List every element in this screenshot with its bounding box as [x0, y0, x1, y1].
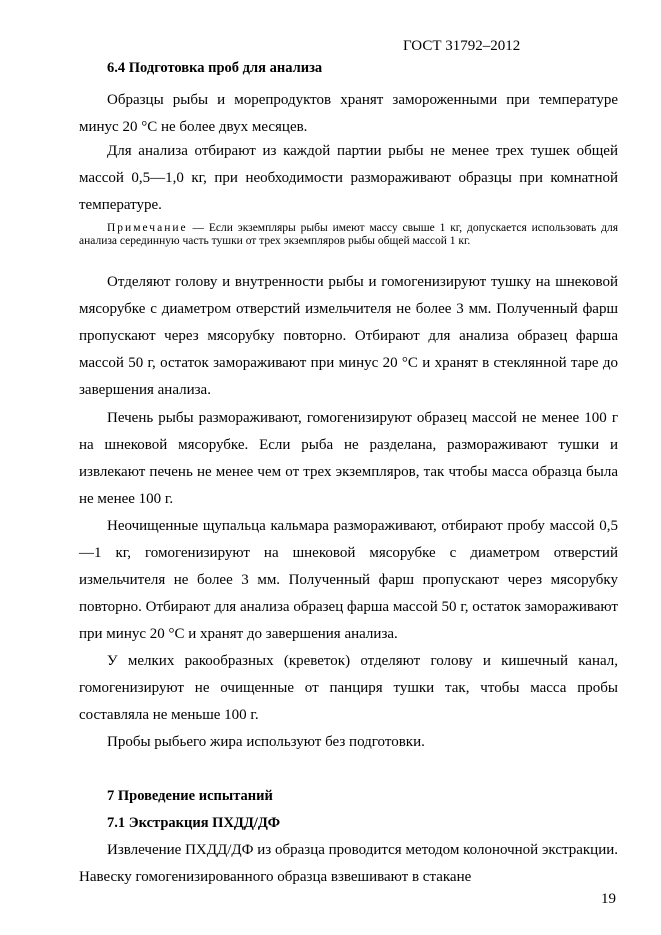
paragraph: Пробы рыбьего жира используют без подготовки. [107, 734, 425, 750]
paragraph: Для анализа отбирают из каждой партии рыбы не менее трех тушек общей массой 0,5—1,0 кг, при необходимости размораживают образцы при комнатной температуре. [79, 143, 618, 213]
paragraph: У мелких ракообразных (креветок) отделяют голову и кишечный канал, гомогенизируют не очищенные от панциря тушки так, чтобы масса пробы составляла не меньше 100 г. [79, 653, 618, 723]
note-label: Примечание [107, 222, 188, 234]
section-7-heading: 7 Проведение испытаний [107, 788, 273, 804]
section-6-4-heading: 6.4 Подготовка проб для анализа [107, 60, 323, 76]
note [79, 222, 618, 248]
paragraph: Печень рыбы размораживают, гомогенизируют образец массой не менее 100 г на шнековой мясорубке. Если рыба не разделана, размораживают тушки и извлекают печень не менее чем от трех экземпляров, так чтобы масса образца была не менее 100 г. [79, 410, 618, 507]
paragraph: Образцы рыбы и морепродуктов хранят замороженными при температуре минус 20 °С не более двух месяцев. [79, 92, 618, 135]
page-number: 19 [601, 891, 616, 907]
paragraph: Неочищенные щупальца кальмара размораживают, отбирают пробу массой 0,5—1 кг, гомогенизируют на шнековой мясорубке с диаметром отверстий измельчителя не более 3 мм. Полученный фарш пропускают через мясорубку повторно. Отбирают для анализа образец фарша массой 50 г, остаток замораживают при минус 20 °С и хранят до завершения анализа. [79, 518, 618, 642]
note-text: — Если экземпляры рыбы имеют массу свыше 1 кг, допускается использовать для анализа серединную часть тушки от трех экземпляров рыбы общей массой 1 кг. [79, 222, 618, 247]
section-7-1-heading: 7.1 Экстракция ПХДД/ДФ [107, 815, 281, 831]
standard-designation: ГОСТ 31792–2012 [403, 38, 521, 54]
paragraph: Отделяют голову и внутренности рыбы и гомогенизируют тушку на шнековой мясорубке с диаметром отверстий измельчителя не более 3 мм. Полученный фарш пропускают через мясорубку повторно. Отбирают для анализа образец фарша массой 50 г, остаток замораживают при минус 20 °С и хранят в стеклянной таре до завершения анализа. [79, 274, 618, 398]
paragraph: Извлечение ПХДД/ДФ из образца проводится методом колоночной экстракции. Навеску гомогенизированного образца взвешивают в стакане [79, 842, 618, 885]
